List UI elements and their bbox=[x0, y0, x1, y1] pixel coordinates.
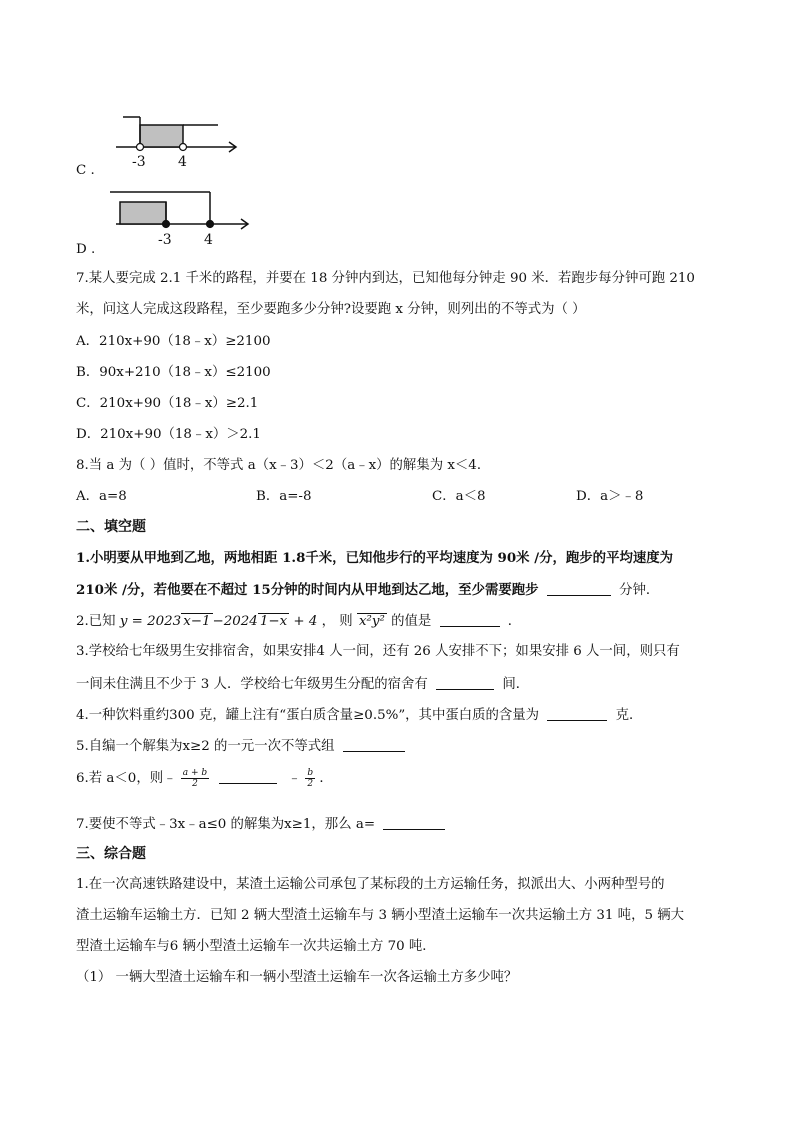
q8-option-a: A．a=8 bbox=[76, 489, 127, 504]
sqrt-x-minus-1: x−1 bbox=[183, 614, 211, 629]
f2-mid: −2024 bbox=[212, 614, 258, 629]
q8-option-b: B．a=-8 bbox=[256, 489, 312, 504]
tick-label-neg3: -3 bbox=[158, 232, 172, 248]
tick-label-neg3: -3 bbox=[132, 154, 146, 170]
answer-blank[interactable] bbox=[547, 581, 611, 596]
f5-line bbox=[76, 737, 409, 756]
q7-stem-line2: 米，问这人完成这段路程，至少要跑多少分钟?设要跑 x 分钟，则列出的不等式为（ ） bbox=[76, 302, 586, 317]
answer-blank[interactable] bbox=[343, 737, 405, 752]
sqrt-1-minus-x: 1−x bbox=[259, 614, 288, 629]
f3-line2-unit: 间． bbox=[502, 677, 530, 692]
f1-line2 bbox=[76, 581, 659, 600]
answer-blank[interactable] bbox=[436, 675, 494, 690]
f2-post: + 4 bbox=[293, 614, 318, 629]
q7-stem-line1: 7.某人要完成 2.1 千米的路程，并要在 18 分钟内到达，已知他每分钟走 90 米．若跑步每分钟可跑 210 bbox=[76, 271, 695, 286]
section-heading-fill-in: 二、填空题 bbox=[76, 519, 146, 535]
q7-option-d: D．210x+90（18﹣x）＞2.1 bbox=[76, 427, 261, 442]
f2-then: ， 则 bbox=[321, 614, 353, 629]
answer-blank[interactable] bbox=[219, 769, 277, 784]
q8-option-c: C．a＜8 bbox=[432, 489, 486, 504]
sqrt-x2y2: x²y² bbox=[358, 614, 385, 629]
q8-option-d: D．a＞﹣8 bbox=[576, 489, 644, 504]
q7-option-c: C．210x+90（18﹣x）≥2.1 bbox=[76, 396, 259, 411]
f4-unit: 克． bbox=[615, 708, 643, 723]
f1-line1: 1.小明要从甲地到乙地，两地相距 1.8千米，已知他步行的平均速度为 90米 /分，跑步的平均速度为 bbox=[76, 550, 674, 566]
f3-line1: 3.学校给七年级男生安排宿舍，如果安排4 人一间，还有 26 人安排不下；如果安排 6 人一间，则只有 bbox=[76, 644, 680, 659]
f2-line bbox=[76, 612, 521, 631]
f7-text: 7.要使不等式﹣3x﹣a≤0 的解集为x≥1，那么 a= bbox=[76, 817, 376, 832]
f2-y-eq: y = 2023 bbox=[119, 614, 182, 629]
answer-blank[interactable] bbox=[440, 612, 500, 627]
f2-pre: 2.已知 bbox=[76, 614, 116, 629]
f4-line bbox=[76, 706, 642, 725]
f3-line2 bbox=[76, 675, 529, 694]
option-c-letter: C . bbox=[76, 163, 95, 178]
f6-end: ． bbox=[319, 771, 333, 786]
f6-minus: ﹣ bbox=[287, 771, 302, 786]
answer-blank[interactable] bbox=[547, 706, 607, 721]
f1-line2-text: 210米 /分，若他要在不超过 15分钟的时间内从甲地到达乙地，至少需要跑步 bbox=[76, 582, 539, 598]
f7-line bbox=[76, 815, 449, 834]
fraction-a-plus-b-over-2: $\frac{a + b}{2}$ bbox=[182, 768, 208, 789]
q7-option-a: A．210x+90（18﹣x）≥2100 bbox=[76, 334, 271, 349]
tick-label-4: 4 bbox=[178, 154, 187, 170]
f5-text: 5.自编一个解集为x≥2 的一元一次不等式组 bbox=[76, 739, 335, 754]
number-line-option-d bbox=[110, 188, 260, 250]
q8-stem: 8.当 a 为（ ）值时，不等式 a（x﹣3）＜2（a﹣x）的解集为 x＜4． bbox=[76, 458, 491, 473]
section-heading-comprehensive: 三、综合题 bbox=[76, 846, 146, 862]
c1-sub1: （1） 一辆大型渣土运输车和一辆小型渣土运输车一次各运输土方多少吨？ bbox=[76, 970, 518, 985]
c1-line1: 1.在一次高速铁路建设中，某渣土运输公司承包了某标段的土方运输任务，拟派出大、小两种型号的 bbox=[76, 877, 665, 892]
fraction-b-over-2: $\frac{b}{2}$ bbox=[307, 768, 314, 789]
q7-option-b: B．90x+210（18﹣x）≤2100 bbox=[76, 365, 271, 380]
tick-label-4: 4 bbox=[204, 232, 213, 248]
answer-blank[interactable] bbox=[383, 815, 445, 830]
f3-line2-text: 一间未住满且不少于 3 人．学校给七年级男生分配的宿舍有 bbox=[76, 677, 428, 692]
f1-line2-unit: 分钟． bbox=[619, 583, 660, 598]
f4-text: 4.一种饮料重约300 克，罐上注有“蛋白质含量≥0.5%”，其中蛋白质的含量为 bbox=[76, 708, 540, 723]
c1-line3: 型渣土运输车与6 辆小型渣土运输车一次共运输土方 70 吨． bbox=[76, 939, 436, 954]
f2-dot: ． bbox=[507, 614, 522, 629]
option-d-letter: D . bbox=[76, 242, 96, 257]
f6-line bbox=[76, 768, 333, 789]
number-line-option-c bbox=[110, 110, 250, 170]
f2-end: 的值是 bbox=[391, 614, 432, 629]
c1-line2: 渣土运输车运输土方．已知 2 辆大型渣土运输车与 3 辆小型渣土运输车一次共运输土方 31 吨，5 辆大 bbox=[76, 908, 685, 923]
f6-pre: 6.若 a＜0，则﹣ bbox=[76, 771, 177, 786]
